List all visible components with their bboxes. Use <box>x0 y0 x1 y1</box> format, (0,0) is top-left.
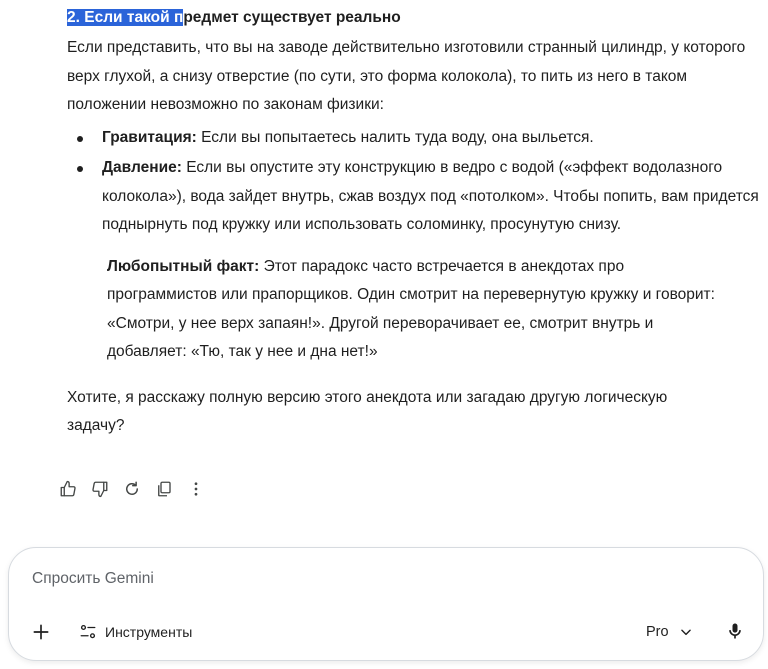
thumbs-down-icon[interactable] <box>90 479 110 499</box>
thumbs-up-icon[interactable] <box>58 479 78 499</box>
fun-fact <box>107 253 727 367</box>
tools-icon <box>79 623 97 641</box>
plus-icon <box>31 622 51 642</box>
response-actions <box>58 479 218 499</box>
more-vert-icon[interactable] <box>186 479 206 499</box>
tools-label: Инструменты <box>105 624 193 640</box>
list-item <box>67 124 761 153</box>
bullet-term: Гравитация: <box>102 128 197 146</box>
regenerate-icon[interactable] <box>122 479 142 499</box>
list-item <box>67 154 761 240</box>
prompt-placeholder[interactable]: Спросить Gemini <box>32 570 154 587</box>
copy-icon[interactable] <box>154 479 174 499</box>
bullet-text: Если вы опустите эту конструкцию в ведро с водой («эффект водолазного колокола»), вода зайдет внутрь, сжав воздух под «потолком». Чтобы попить, вам придется поднырнуть под кружку или использовать соломинку, просунутую снизу. <box>102 159 759 233</box>
follow-up-question: Хотите, я расскажу полную версию этого анекдота или загадаю другую логическую задачу? <box>67 388 668 434</box>
add-attachment-button[interactable] <box>31 622 51 642</box>
prompt-input-box[interactable] <box>8 547 764 661</box>
bullet-dot <box>77 136 83 142</box>
bullet-term: Давление: <box>102 159 182 176</box>
bullet-dot <box>77 166 83 172</box>
model-selector[interactable] <box>646 620 693 644</box>
section-heading <box>67 6 761 30</box>
microphone-icon <box>725 621 745 641</box>
bullet-list <box>67 124 761 240</box>
fact-text: Этот парадокс часто встречается в анекдотах про программистов или прапорщиков. Один смотрит на перевернутую кружку и говорит: «Смотри, у нее верх запаян!». Другой переворачивает ее, смотрит внутрь и добавляет: «Тю, так у нее и дна нет!» <box>107 257 715 360</box>
heading-rest: редмет существует реально <box>183 9 401 26</box>
chevron-down-icon <box>679 625 693 639</box>
intro-paragraph: Если представить, что вы на заводе действительно изготовили странный цилиндр, у которого верх глухой, а снизу отверстие (по сути, это форма колокола), то пить из него в таком положении невозможно по законам физики: <box>67 39 746 113</box>
bullet-text: Если вы попытаетесь налить туда воду, она выльется. <box>196 128 594 146</box>
model-label: Pro <box>646 624 669 640</box>
selected-text: 2. Если такой п <box>67 9 184 26</box>
fact-term: Любопытный факт: <box>107 257 260 275</box>
tools-button[interactable] <box>79 620 192 644</box>
microphone-button[interactable] <box>725 621 745 641</box>
response-content <box>67 6 761 441</box>
